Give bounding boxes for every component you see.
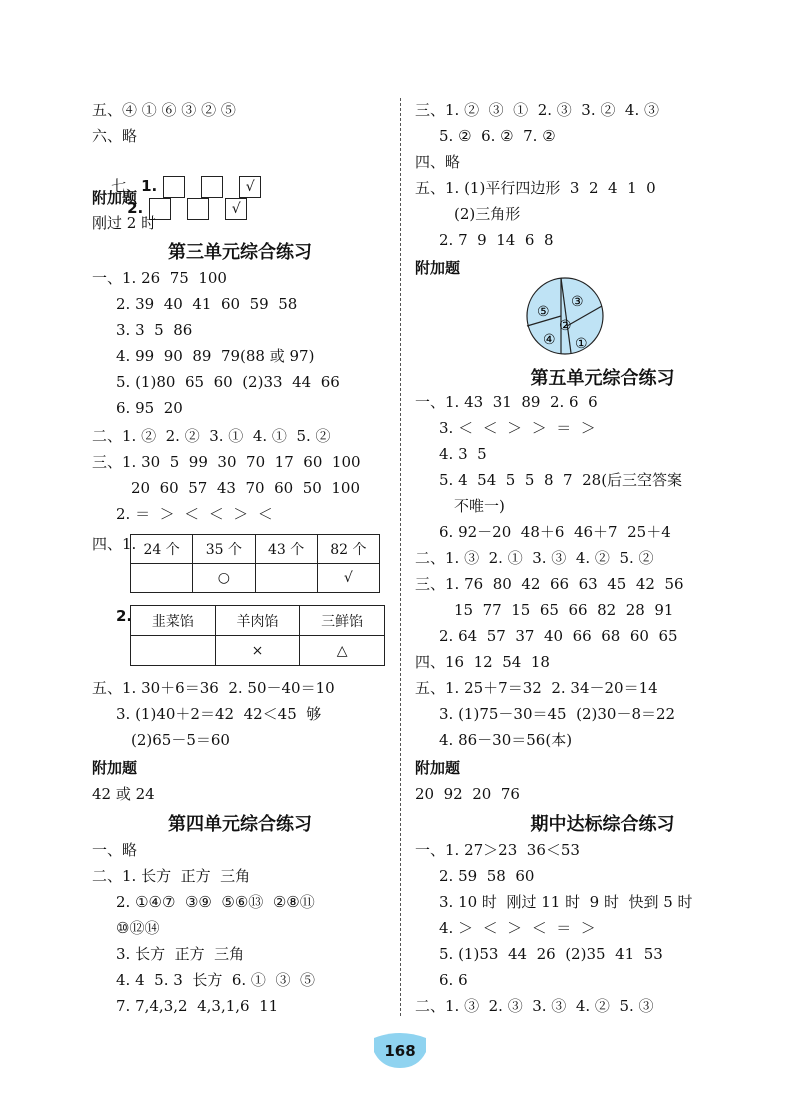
answer-line: 4. 3 5 (439, 445, 487, 463)
answer-line: 5. (1)53 44 26 (2)35 41 53 (439, 945, 663, 963)
table-header-cell: 82 个 (317, 535, 379, 564)
answer-line: 一、1. 27＞23 36＜53 (415, 841, 580, 859)
answer-line: 5. ② 6. ② 7. ② (439, 127, 556, 145)
table-cell (131, 564, 193, 593)
answer-line: 六、略 (92, 127, 138, 145)
qi-1-label: 1. (141, 177, 158, 195)
bonus-heading: 附加题 (92, 759, 138, 777)
answer-line: 5. (1)80 65 60 (2)33 44 66 (116, 373, 340, 391)
unit4-title: 第四单元综合练习 (168, 814, 312, 835)
answer-line: 6. 92－20 48＋6 46＋7 25＋4 (439, 523, 671, 541)
qi-2-label: 2. (127, 199, 144, 217)
check-box: √ (225, 198, 247, 220)
table-cell (131, 636, 216, 666)
answer-line: 一、1. 26 75 100 (92, 269, 227, 287)
answer-line: 二、1. ③ 2. ③ 3. ③ 4. ② 5. ③ (415, 997, 654, 1015)
answer-line: 20 92 20 76 (415, 785, 520, 803)
answer-table-1 (130, 534, 380, 593)
table-header-cell: 24 个 (131, 535, 193, 564)
answer-line: 二、1. ③ 2. ① 3. ③ 4. ② 5. ② (415, 549, 654, 567)
table-cell: △ (300, 636, 385, 666)
table-header-cell: 羊肉馅 (215, 606, 300, 636)
answer-line: 2. ＝ ＞ ＜ ＜ ＞ ＜ (116, 505, 273, 523)
table-cell: ○ (193, 564, 255, 593)
table-cell: √ (317, 564, 379, 593)
check-box (187, 198, 209, 220)
region-label: ③ (571, 294, 584, 310)
region-label: ⑤ (537, 304, 550, 320)
answer-line: 5. 4 54 5 5 8 7 28(后三空答案 (439, 471, 683, 489)
table-header-cell: 35 个 (193, 535, 255, 564)
answer-line: 2. ①④⑦ ③⑨ ⑤⑥⑬ ②⑧⑪ (116, 893, 315, 911)
answer-line: 一、略 (92, 841, 138, 859)
unit5-title: 第五单元综合练习 (530, 368, 675, 389)
answer-line: 2. (116, 607, 133, 625)
answer-line: 2. 64 57 37 40 66 68 60 65 (439, 627, 678, 645)
answer-line: 三、1. 76 80 42 66 63 45 42 56 (415, 575, 684, 593)
answer-line: 三、1. 30 5 99 30 70 17 60 100 (92, 453, 361, 471)
table-header-cell: 三鲜馅 (300, 606, 385, 636)
qi-label: 七、 (111, 177, 142, 195)
answer-line: 五、1. 25＋7＝32 2. 34－20＝14 (415, 679, 658, 697)
table-cell: × (215, 636, 300, 666)
answer-line: 3. 长方 正方 三角 (116, 945, 245, 963)
column-divider (400, 98, 401, 1016)
table-cell (255, 564, 317, 593)
answer-line: 2. 7 9 14 6 8 (439, 231, 554, 249)
answer-line: 4. 86－30＝56(本) (439, 731, 573, 749)
answer-line: 42 或 24 (92, 785, 155, 803)
bonus-heading: 附加题 (92, 189, 138, 207)
page-number: 168 (384, 1042, 416, 1060)
midterm-title: 期中达标综合练习 (530, 814, 675, 835)
region-label: ① (575, 336, 588, 352)
check-box (163, 176, 185, 198)
unit3-title: 第三单元综合练习 (168, 242, 312, 263)
answer-line: 6. 95 20 (116, 399, 183, 417)
check-box (201, 176, 223, 198)
answer-line: 3. (1)75－30＝45 (2)30－8＝22 (439, 705, 676, 723)
answer-line: 五、1. (1)平行四边形 3 2 4 1 0 (415, 179, 656, 197)
answer-line: 20 60 57 43 70 60 50 100 (131, 479, 360, 497)
answer-line: 3. 3 5 86 (116, 321, 193, 339)
answer-line: 4. 99 90 89 79(88 或 97) (116, 347, 315, 365)
answer-line: 四、16 12 54 18 (415, 653, 550, 671)
answer-line: 刚过 2 时 (92, 214, 157, 232)
bonus-heading: 附加题 (415, 759, 461, 777)
answer-line: 四、1. (92, 535, 137, 553)
answer-line: 7. 7,4,3,2 4,3,1,6 11 (116, 997, 279, 1015)
answer-line: 五、④ ① ⑥ ③ ② ⑤ (92, 101, 236, 119)
answer-line: 三、1. ② ③ ① 2. ③ 3. ② 4. ③ (415, 101, 659, 119)
answer-line: 四、略 (415, 153, 461, 171)
answer-line: 2. 39 40 41 60 59 58 (116, 295, 298, 313)
answer-line: (2)三角形 (454, 205, 521, 223)
answer-line: 4. ＞ ＜ ＞ ＜ ＝ ＞ (439, 919, 596, 937)
answer-line: 五、1. 30＋6＝36 2. 50－40＝10 (92, 679, 335, 697)
answer-line: 3. (1)40＋2＝42 42＜45 够 (116, 705, 322, 723)
answer-line: ⑩⑫⑭ (116, 919, 160, 937)
page-number-tab (372, 1030, 428, 1070)
table-header-cell: 43 个 (255, 535, 317, 564)
answer-line: 3. ＜ ＜ ＞ ＞ ＝ ＞ (439, 419, 596, 437)
divided-circle-figure (523, 276, 607, 356)
answer-table-2 (130, 605, 385, 666)
answer-line: 4. 4 5. 3 长方 6. ① ③ ⑤ (116, 971, 316, 989)
region-label: ② (559, 318, 572, 334)
answer-line: 不唯一) (454, 497, 505, 515)
answer-line: 二、1. ② 2. ② 3. ① 4. ① 5. ② (92, 427, 331, 445)
answer-line: 15 77 15 65 66 82 28 91 (454, 601, 674, 619)
answer-line: 二、1. 长方 正方 三角 (92, 867, 251, 885)
answer-line: 2. 59 58 60 (439, 867, 535, 885)
table-header-cell: 韭菜馅 (131, 606, 216, 636)
answer-line: 6. 6 (439, 971, 468, 989)
answer-line: 3. 10 时 刚过 11 时 9 时 快到 5 时 (439, 893, 693, 911)
region-label: ④ (543, 332, 556, 348)
answer-line: (2)65－5＝60 (131, 731, 230, 749)
check-box: √ (239, 176, 261, 198)
answer-line: 一、1. 43 31 89 2. 6 6 (415, 393, 598, 411)
bonus-heading: 附加题 (415, 259, 461, 277)
